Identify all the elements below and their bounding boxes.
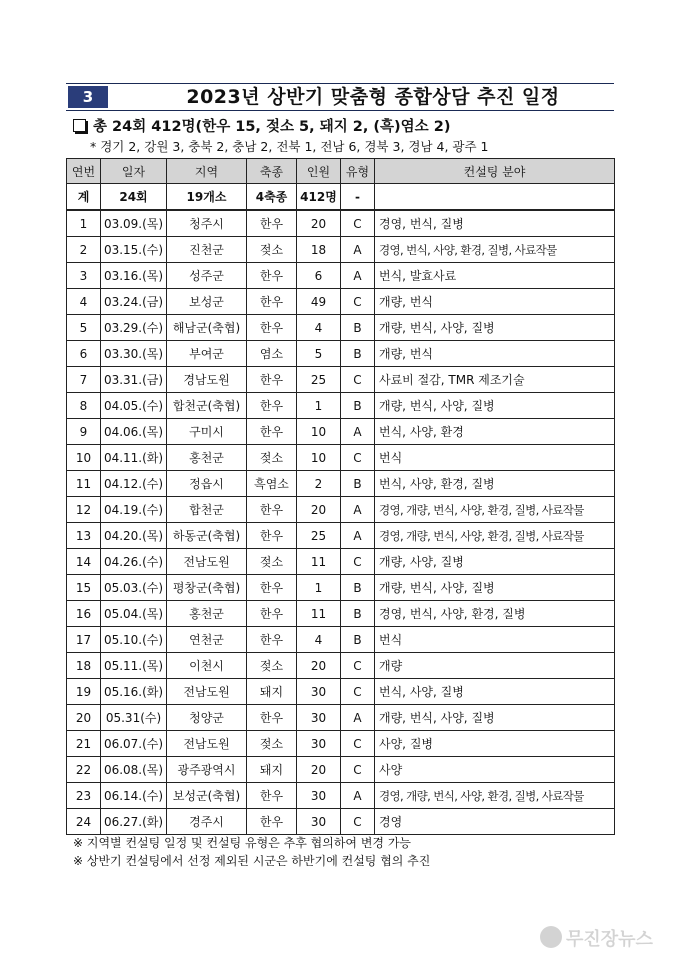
column-header: 일자 — [101, 159, 167, 184]
table-cell: 9 — [67, 419, 101, 445]
header-bottom-rule — [66, 110, 614, 111]
table-cell: 한우 — [247, 783, 297, 809]
table-cell: C — [341, 210, 375, 237]
table-cell: 06.08.(목) — [101, 757, 167, 783]
footnote: ※ 상반기 컨설팅에서 선정 제외된 시군은 하반기에 컨설팅 협의 추진 — [73, 854, 431, 868]
table-cell: 전남도원 — [167, 731, 247, 757]
table-row — [67, 497, 615, 523]
table-cell: 03.16.(목) — [101, 263, 167, 289]
table-cell: 23 — [67, 783, 101, 809]
table-cell: 16 — [67, 601, 101, 627]
summary-text: 총 24회 412명(한우 15, 젖소 5, 돼지 2, (흑)염소 2) — [93, 119, 451, 135]
table-cell: C — [341, 445, 375, 471]
table-cell: - — [341, 184, 375, 211]
table-cell: 30 — [297, 809, 341, 835]
table-cell: 04.05.(수) — [101, 393, 167, 419]
column-header: 인원 — [297, 159, 341, 184]
table-cell: 05.10.(수) — [101, 627, 167, 653]
table-cell: 구미시 — [167, 419, 247, 445]
footnote: ※ 지역별 컨설팅 일정 및 컨설팅 유형은 추후 협의하여 변경 가능 — [73, 836, 412, 850]
table-cell: 03.30.(목) — [101, 341, 167, 367]
table-total-row — [67, 184, 615, 211]
table-row — [67, 627, 615, 653]
table-cell: 성주군 — [167, 263, 247, 289]
table-cell: B — [341, 341, 375, 367]
table-cell: 20 — [67, 705, 101, 731]
table-cell: A — [341, 497, 375, 523]
table-cell: 경남도원 — [167, 367, 247, 393]
table-row — [67, 679, 615, 705]
watermark-logo — [540, 922, 672, 952]
table-cell: 합천군 — [167, 497, 247, 523]
table-row — [67, 705, 615, 731]
table-cell: 05.04.(목) — [101, 601, 167, 627]
table-cell: 20 — [297, 210, 341, 237]
section-header — [66, 83, 614, 111]
table-cell: 22 — [67, 757, 101, 783]
table-cell: 10 — [297, 419, 341, 445]
table-cell: 해남군(축협) — [167, 315, 247, 341]
table-cell: 1 — [67, 210, 101, 237]
table-cell: B — [341, 627, 375, 653]
table-cell: 30 — [297, 783, 341, 809]
table-cell: C — [341, 679, 375, 705]
table-cell: 4축종 — [247, 184, 297, 211]
table-cell: 이천시 — [167, 653, 247, 679]
table-cell: 한우 — [247, 315, 297, 341]
table-cell: 3 — [67, 263, 101, 289]
table-cell: 보성군(축협) — [167, 783, 247, 809]
table-cell: 18 — [297, 237, 341, 263]
table-cell: 한우 — [247, 210, 297, 237]
table-cell: 경영, 번식, 질병 — [375, 210, 615, 237]
table-cell: 04.26.(수) — [101, 549, 167, 575]
table-cell: 염소 — [247, 341, 297, 367]
table-cell: 한우 — [247, 523, 297, 549]
table-cell: 경영, 번식, 사양, 환경, 질병 — [375, 601, 615, 627]
table-cell: 개량, 번식, 사양, 질병 — [375, 705, 615, 731]
table-cell: 4 — [297, 315, 341, 341]
table-row — [67, 263, 615, 289]
table-cell: 연천군 — [167, 627, 247, 653]
table-cell: 사양 — [375, 757, 615, 783]
table-cell: 30 — [297, 705, 341, 731]
table-cell: 진천군 — [167, 237, 247, 263]
schedule-table — [66, 158, 615, 835]
table-cell: 한우 — [247, 497, 297, 523]
table-cell: C — [341, 809, 375, 835]
table-cell: 한우 — [247, 367, 297, 393]
column-header: 컨설팅 분야 — [375, 159, 615, 184]
table-cell: 청양군 — [167, 705, 247, 731]
table-cell: A — [341, 419, 375, 445]
table-row — [67, 471, 615, 497]
table-cell: 19개소 — [167, 184, 247, 211]
table-cell: 경주시 — [167, 809, 247, 835]
table-cell: 계 — [67, 184, 101, 211]
table-cell: 25 — [297, 523, 341, 549]
table-cell: C — [341, 289, 375, 315]
table-cell: 번식, 사양, 환경, 질병 — [375, 471, 615, 497]
table-cell: 05.31(수) — [101, 705, 167, 731]
table-cell: 경영, 번식, 사양, 환경, 질병, 사료작물 — [375, 237, 615, 263]
table-cell: 1 — [297, 393, 341, 419]
table-row — [67, 575, 615, 601]
table-cell: 20 — [297, 757, 341, 783]
table-cell: 한우 — [247, 627, 297, 653]
table-cell: C — [341, 757, 375, 783]
table-cell: 03.31.(금) — [101, 367, 167, 393]
table-cell: 합천군(축협) — [167, 393, 247, 419]
table-cell: 한우 — [247, 601, 297, 627]
table-cell: 21 — [67, 731, 101, 757]
table-row — [67, 757, 615, 783]
table-cell: 젖소 — [247, 445, 297, 471]
table-cell: 05.16.(화) — [101, 679, 167, 705]
table-cell: C — [341, 731, 375, 757]
table-cell: 12 — [67, 497, 101, 523]
table-cell: B — [341, 575, 375, 601]
table-cell: 젖소 — [247, 549, 297, 575]
table-cell: 번식 — [375, 445, 615, 471]
table-cell: 7 — [67, 367, 101, 393]
table-cell: 05.11.(목) — [101, 653, 167, 679]
table-row — [67, 653, 615, 679]
table-cell: 개량, 번식 — [375, 341, 615, 367]
table-cell: 5 — [297, 341, 341, 367]
table-cell: 20 — [297, 497, 341, 523]
table-cell: 개량, 번식 — [375, 289, 615, 315]
table-cell: 경영, 개량, 번식, 사양, 환경, 질병, 사료작물 — [375, 783, 615, 809]
table-cell: 경영 — [375, 809, 615, 835]
table-cell: 17 — [67, 627, 101, 653]
table-row — [67, 601, 615, 627]
table-cell: 25 — [297, 367, 341, 393]
table-cell: 6 — [67, 341, 101, 367]
table-cell: B — [341, 393, 375, 419]
table-cell: A — [341, 523, 375, 549]
table-cell: 04.20.(목) — [101, 523, 167, 549]
table-cell: 8 — [67, 393, 101, 419]
summary-line — [73, 117, 450, 137]
table-cell: 번식, 사양, 환경 — [375, 419, 615, 445]
table-cell: B — [341, 315, 375, 341]
table-row — [67, 315, 615, 341]
table-cell: A — [341, 705, 375, 731]
table-row — [67, 445, 615, 471]
table-row — [67, 210, 615, 237]
table-cell: 15 — [67, 575, 101, 601]
table-cell: C — [341, 653, 375, 679]
table-cell: 한우 — [247, 575, 297, 601]
table-cell: 13 — [67, 523, 101, 549]
table-cell: 광주광역시 — [167, 757, 247, 783]
table-cell: 개량 — [375, 653, 615, 679]
table-cell: 5 — [67, 315, 101, 341]
table-cell: 보성군 — [167, 289, 247, 315]
table-cell: 부여군 — [167, 341, 247, 367]
table-cell: 4 — [67, 289, 101, 315]
table-cell: 젖소 — [247, 731, 297, 757]
table-cell: 사양, 질병 — [375, 731, 615, 757]
table-cell: 06.07.(수) — [101, 731, 167, 757]
table-cell: 젖소 — [247, 237, 297, 263]
table-cell: 4 — [297, 627, 341, 653]
table-cell: 홍천군 — [167, 445, 247, 471]
table-cell: 한우 — [247, 419, 297, 445]
table-cell: 젖소 — [247, 653, 297, 679]
table-cell: A — [341, 783, 375, 809]
table-cell: 24회 — [101, 184, 167, 211]
region-note: * 경기 2, 강원 3, 충북 2, 충남 2, 전북 1, 전남 6, 경북 3, 경남 4, 광주 1 — [90, 139, 489, 154]
table-cell: 한우 — [247, 289, 297, 315]
table-cell: 412명 — [297, 184, 341, 211]
table-cell: 30 — [297, 731, 341, 757]
table-cell: 한우 — [247, 705, 297, 731]
table-cell: 06.14.(수) — [101, 783, 167, 809]
table-cell: 30 — [297, 679, 341, 705]
column-header: 축종 — [247, 159, 297, 184]
table-cell: 11 — [67, 471, 101, 497]
table-row — [67, 367, 615, 393]
table-cell: 24 — [67, 809, 101, 835]
table-cell: 6 — [297, 263, 341, 289]
table-cell: 경영, 개량, 번식, 사양, 환경, 질병, 사료작물 — [375, 497, 615, 523]
table-row — [67, 731, 615, 757]
table-cell: 03.24.(금) — [101, 289, 167, 315]
table-cell: 49 — [297, 289, 341, 315]
table-cell: 개량, 번식, 사양, 질병 — [375, 315, 615, 341]
table-cell: 11 — [297, 549, 341, 575]
table-cell: 04.06.(목) — [101, 419, 167, 445]
table-cell: 흑염소 — [247, 471, 297, 497]
table-cell: 18 — [67, 653, 101, 679]
table-cell: 청주시 — [167, 210, 247, 237]
table-cell: 한우 — [247, 263, 297, 289]
table-cell: 05.03.(수) — [101, 575, 167, 601]
table-cell — [375, 184, 615, 211]
table-header-row — [67, 159, 615, 184]
table-cell: 11 — [297, 601, 341, 627]
table-cell: 04.19.(수) — [101, 497, 167, 523]
table-cell: 03.29.(수) — [101, 315, 167, 341]
section-number-badge: 3 — [68, 86, 108, 108]
table-cell: 10 — [67, 445, 101, 471]
table-cell: 개량, 번식, 사양, 질병 — [375, 575, 615, 601]
table-row — [67, 393, 615, 419]
table-cell: 번식, 사양, 질병 — [375, 679, 615, 705]
table-cell: 돼지 — [247, 679, 297, 705]
checkbox-bullet-icon — [73, 119, 86, 132]
table-row — [67, 523, 615, 549]
table-row — [67, 783, 615, 809]
table-cell: 19 — [67, 679, 101, 705]
table-cell: 전남도원 — [167, 679, 247, 705]
table-cell: 03.09.(목) — [101, 210, 167, 237]
table-cell: B — [341, 601, 375, 627]
table-cell: 2 — [67, 237, 101, 263]
table-cell: B — [341, 471, 375, 497]
table-cell: 번식 — [375, 627, 615, 653]
table-cell: 정읍시 — [167, 471, 247, 497]
table-row — [67, 809, 615, 835]
table-cell: 사료비 절감, TMR 제조기술 — [375, 367, 615, 393]
table-cell: 평창군(축협) — [167, 575, 247, 601]
watermark-circle-icon — [540, 926, 562, 948]
table-cell: 1 — [297, 575, 341, 601]
table-cell: A — [341, 263, 375, 289]
table-cell: 하동군(축협) — [167, 523, 247, 549]
table-cell: 한우 — [247, 809, 297, 835]
table-cell: A — [341, 237, 375, 263]
table-cell: 홍천군 — [167, 601, 247, 627]
table-cell: C — [341, 367, 375, 393]
table-row — [67, 237, 615, 263]
table-cell: 전남도원 — [167, 549, 247, 575]
table-cell: 10 — [297, 445, 341, 471]
table-cell: 20 — [297, 653, 341, 679]
table-cell: 2 — [297, 471, 341, 497]
table-row — [67, 289, 615, 315]
table-row — [67, 341, 615, 367]
watermark-text: 무진장뉴스 — [566, 929, 653, 950]
table-cell: 개량, 사양, 질병 — [375, 549, 615, 575]
table-cell: 06.27.(화) — [101, 809, 167, 835]
column-header: 유형 — [341, 159, 375, 184]
table-cell: 14 — [67, 549, 101, 575]
table-cell: 돼지 — [247, 757, 297, 783]
table-cell: C — [341, 549, 375, 575]
table-cell: 한우 — [247, 393, 297, 419]
column-header: 연번 — [67, 159, 101, 184]
table-cell: 경영, 개량, 번식, 사양, 환경, 질병, 사료작물 — [375, 523, 615, 549]
column-header: 지역 — [167, 159, 247, 184]
table-row — [67, 549, 615, 575]
table-cell: 03.15.(수) — [101, 237, 167, 263]
table-row — [67, 419, 615, 445]
table-cell: 04.12.(수) — [101, 471, 167, 497]
table-cell: 개량, 번식, 사양, 질병 — [375, 393, 615, 419]
table-cell: 번식, 발효사료 — [375, 263, 615, 289]
page-title: 2023년 상반기 맞춤형 종합상담 추진 일정 — [186, 86, 560, 108]
table-cell: 04.11.(화) — [101, 445, 167, 471]
